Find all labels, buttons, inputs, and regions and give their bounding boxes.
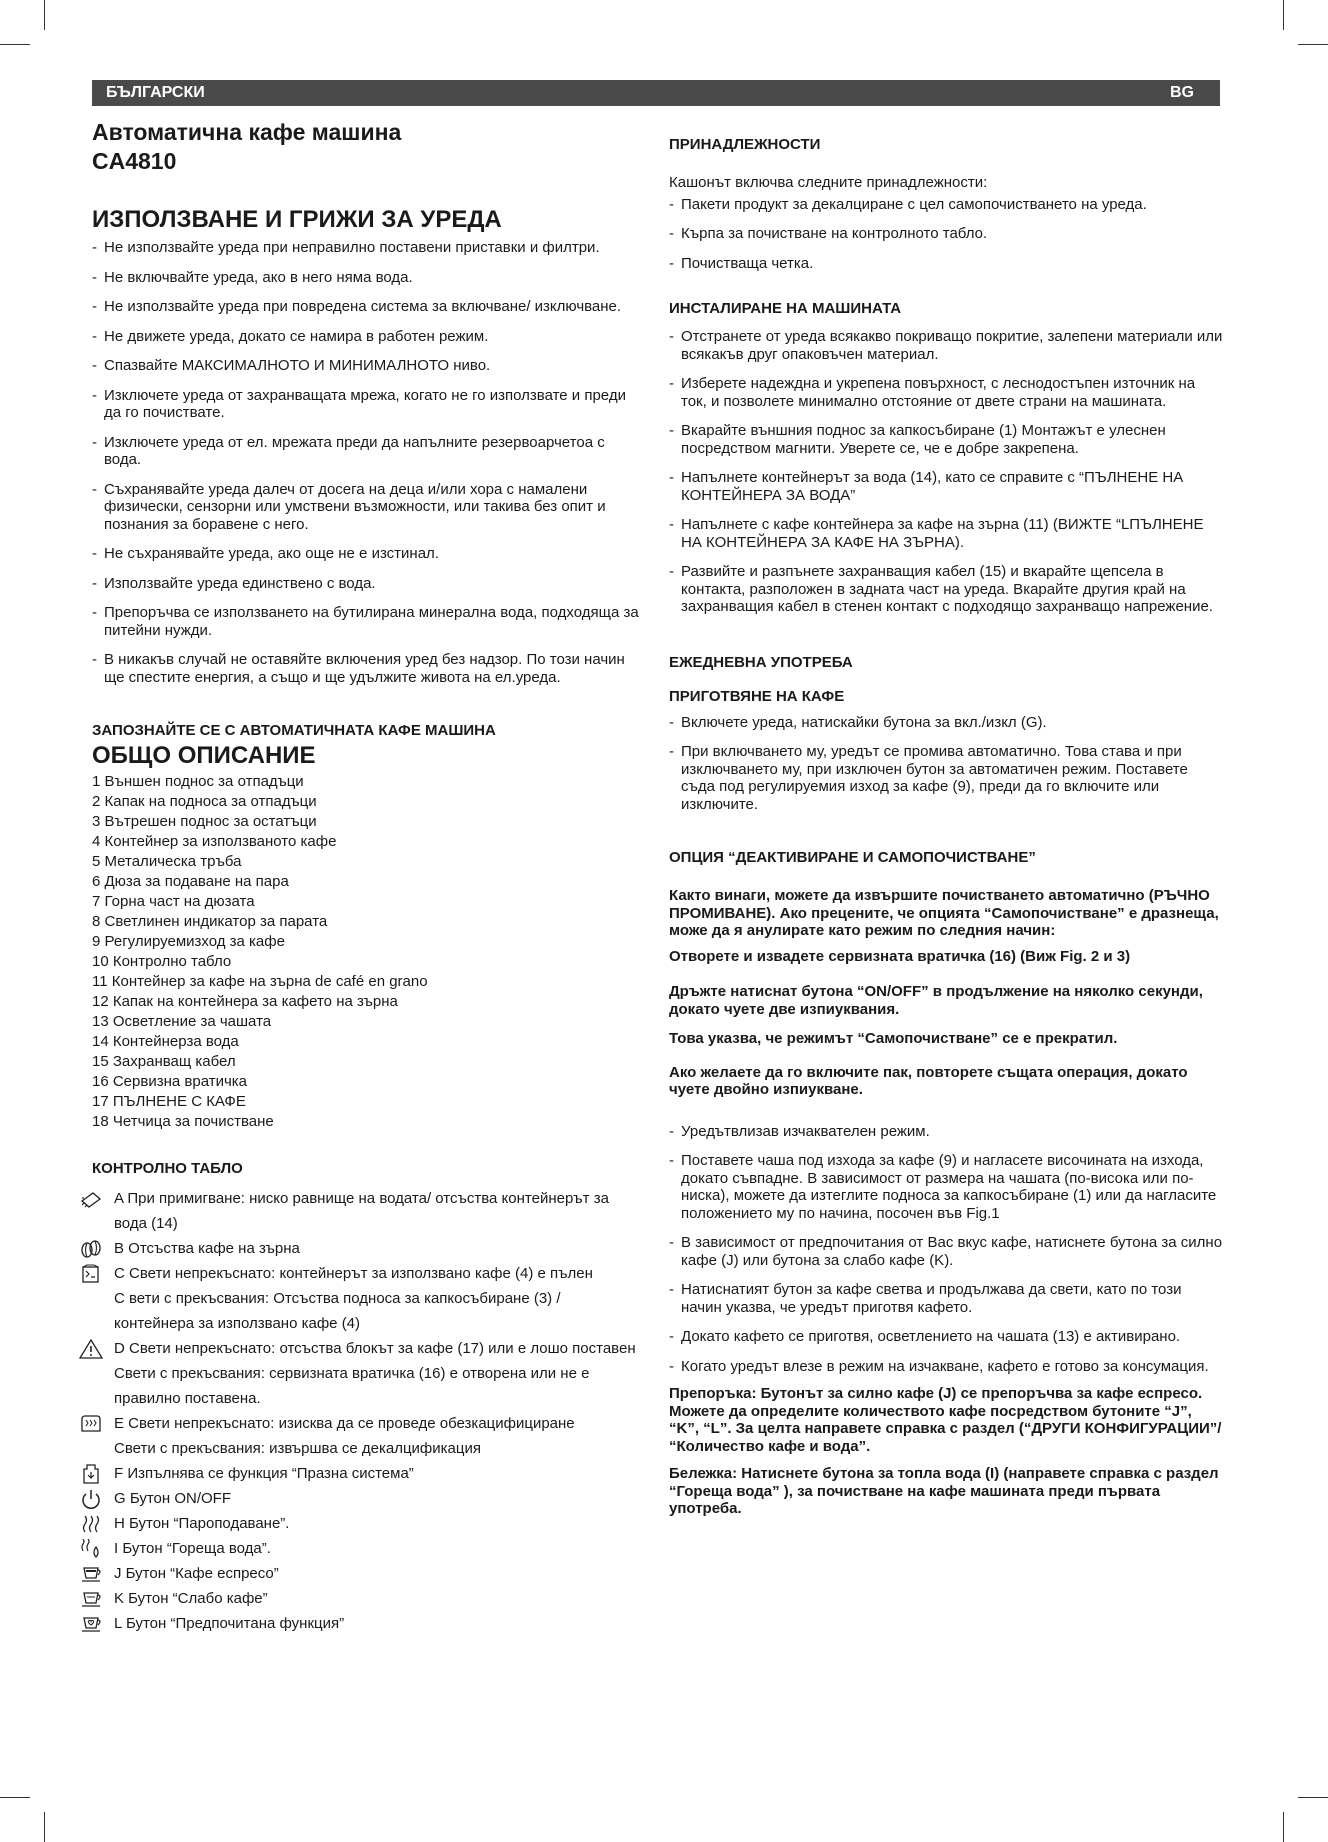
- list-item: - Не съхранявайте уреда, ако още не е изстинал.: [92, 545, 642, 563]
- list-item: - Спазвайте МАКСИМАЛНОТО И МИНИМАЛНОТО ниво.: [92, 357, 642, 375]
- list-item: - Използвайте уреда единствено с вода.: [92, 575, 642, 593]
- control-item-c-text: C Свети непрекъснато: контейнерът за използвано кафе (4) е пълен: [114, 1265, 593, 1282]
- list-item: 12 Капак на контейнера за кафето на зърна: [92, 993, 398, 1010]
- list-item: - Изключете уреда от ел. мрежата преди да напълните резервоарчетоа с вода.: [92, 434, 642, 469]
- crop-mark: [44, 1812, 45, 1842]
- list-item: - В никакъв случай не оставяйте включения уред без надзор. По този начин ще спестите енергия, а също и ще удължите живота на ел.уреда.: [92, 651, 642, 686]
- descale-icon: [79, 1414, 103, 1434]
- crop-mark: [1298, 1797, 1328, 1798]
- right-column: [669, 136, 1224, 1518]
- crop-mark: [0, 1797, 30, 1798]
- coffee-bean-icon: [79, 1239, 103, 1259]
- control-item-b-text: B Отсъства кафе на зърна: [114, 1240, 300, 1257]
- list-item: - Докато кафето се приготвя, осветлението на чашата (13) е активирано.: [669, 1328, 1224, 1346]
- list-item: 16 Сервизна вратичка: [92, 1073, 248, 1090]
- list-item: - Не използвайте уреда при неправилно поставени приставки и филтри.: [92, 239, 642, 257]
- control-item-l-text: L Бутон “Предпочитана функция”: [114, 1615, 345, 1632]
- list-item: - Когато уредът влезе в режим на изчакване, кафето е готово за консумация.: [669, 1358, 1224, 1376]
- control-item-j: [92, 1561, 642, 1586]
- language-code: BG: [1170, 84, 1194, 101]
- control-item-k: [92, 1586, 642, 1611]
- grounds-container-icon: [79, 1264, 103, 1284]
- overview-heading: ОБЩО ОПИСАНИЕ: [92, 742, 316, 769]
- espresso-cup-icon: [79, 1564, 103, 1584]
- control-item-g-text: G Бутон ON/OFF: [114, 1490, 232, 1507]
- control-item-h: [92, 1511, 642, 1536]
- list-item: 8 Светлинен индикатор за парата: [92, 913, 328, 930]
- list-item: 4 Контейнер за използваното кафе: [92, 833, 337, 850]
- control-item-e-text: E Свети непрекъснато: изисква да се проведе обезкацифициране: [114, 1415, 575, 1432]
- list-item: - Препоръчва се използването на бутилирана минерална вода, подходяща за питейни нужди.: [92, 604, 642, 639]
- list-item: - Включете уреда, натискайки бутона за вкл./изкл (G).: [669, 714, 1224, 732]
- daily-heading: ЕЖЕДНЕВНА УПОТРЕБА: [669, 653, 853, 671]
- control-item-c: [92, 1261, 642, 1286]
- control-panel-heading: КОНТРОЛНО ТАБЛО: [92, 1160, 243, 1177]
- power-icon: [79, 1489, 103, 1509]
- control-item-i: [92, 1536, 642, 1561]
- list-item: - Уредътвлизав изчаквателен режим.: [669, 1123, 1224, 1141]
- list-item: - Отстранете от уреда всякакво покриващо покритие, залепени материали или всякакъв друг опаковъчен материал.: [669, 328, 1224, 363]
- control-item-f-text: F Изпълнява се функция “Празна система”: [114, 1465, 414, 1482]
- water-tank-icon: [79, 1189, 103, 1209]
- crop-mark: [1283, 1812, 1284, 1842]
- control-item-d-sub: Свети с прекъсвания: сервизната вратичка (16) е отворена или не е правилно поставена.: [114, 1365, 590, 1407]
- hot-water-icon: [79, 1539, 103, 1559]
- list-item: 3 Вътрешен поднос за остатъци: [92, 813, 317, 830]
- control-item-d: [92, 1336, 642, 1361]
- list-item: 11 Контейнер за кафе на зърна de café en grano: [92, 973, 428, 990]
- list-item: 14 Контейнерза вода: [92, 1033, 239, 1050]
- list-item: - Не движете уреда, докато се намира в работен режим.: [92, 328, 642, 346]
- control-item-e-sub: Свети с прекъсвания: извършва се декалцификация: [114, 1440, 481, 1457]
- steam-icon: [79, 1514, 103, 1534]
- empty-system-icon: [79, 1464, 103, 1484]
- daily-list: [669, 714, 1224, 814]
- option-paragraph-1: Както винаги, можете да извършите почистването автоматично (РЪЧНО ПРОМИВАНЕ). Ако прецените, че опцията “Самопочистване” е дразнеща, може да я анулирате като режим по следния начин:: [669, 887, 1219, 939]
- list-item: - Изключете уреда от захранващата мрежа, когато не го използвате и преди да го почиствате.: [92, 387, 642, 422]
- list-item: 10 Контролно табло: [92, 953, 232, 970]
- list-item: 15 Захранващ кабел: [92, 1053, 236, 1070]
- list-item: - При включването му, уредът се промива автоматично. Това става и при изключването му, при изключен бутон за автоматичен режим. Поставете съда под регулируемия изход за кафе (9), преди да го включите или изключите.: [669, 743, 1224, 813]
- first-use-note: Бележка: Натиснете бутона за топла вода (I) (направете справка с раздел “Гореща вода” ), за почистване на кафе машината преди първата употреба.: [669, 1465, 1219, 1517]
- list-item: 18 Четчица за почистване: [92, 1113, 274, 1130]
- crop-mark: [0, 44, 30, 45]
- control-item-c-sub: С вети с прекъсвания: Отсъства подноса за капкосъбиране (3) / контейнера за използвано кафе (4): [114, 1290, 561, 1332]
- list-item: - Напълнете контейнерът за вода (14), като се справите с “ПЪЛНЕНЕ НА КОНТЕЙНЕРА ЗА ВОДА”: [669, 469, 1224, 504]
- accessories-intro: Кашонът включва следните принадлежности:: [669, 174, 988, 191]
- list-item: - Пакети продукт за декалциране с цел самопочистването на уреда.: [669, 196, 1224, 214]
- list-item: 6 Дюза за подаване на пара: [92, 873, 289, 890]
- option-paragraph-3: Дръжте натиснат бутона “ON/OFF” в продължение на няколко секунди, докато чуете две изпиуквания.: [669, 983, 1203, 1018]
- control-item-j-text: J Бутон “Кафе еспресо”: [114, 1565, 279, 1582]
- daily-subheading: ПРИГОТВЯНЕ НА КАФЕ: [669, 687, 845, 705]
- list-item: - Развийте и разпънете захранващия кабел (15) и вкарайте щепсела в контакта, разположен в задната част на уреда. Вкарайте другия край на захранващия кабел в стенен контакт с подходящо захранващо напрежение.: [669, 563, 1224, 616]
- usage-heading: ИЗПОЛЗВАНЕ И ГРИЖИ ЗА УРЕДА: [92, 206, 502, 233]
- control-item-f: [92, 1461, 642, 1486]
- mild-coffee-cup-icon: [79, 1589, 103, 1609]
- crop-mark: [44, 0, 45, 30]
- title-line-2: CA4810: [92, 148, 177, 174]
- option-paragraph-5: Ако желаете да го включите пак, повторете същата операция, докато чуете двойно изпиукване.: [669, 1063, 1188, 1098]
- install-list: [669, 328, 1224, 616]
- install-heading: ИНСТАЛИРАНЕ НА МАШИНАТА: [669, 300, 902, 317]
- control-item-a-text: A При примигване: ниско равнище на водата/ отсъства контейнерът за вода (14): [114, 1190, 609, 1232]
- language-header-bar: [92, 80, 1220, 106]
- warning-icon: [79, 1339, 103, 1359]
- control-item-e: [92, 1411, 642, 1436]
- accessories-heading: ПРИНАДЛЕЖНОСТИ: [669, 136, 821, 153]
- list-item: 2 Капак на подноса за отпадъци: [92, 793, 317, 810]
- list-item: - Кърпа за почистване на контролното табло.: [669, 225, 1224, 243]
- control-item-a: [92, 1186, 642, 1236]
- list-item: - Изберете надеждна и укрепена повърхност, с леснодостъпен източник на ток, и позволете минимално отстояние от двете страни на машината.: [669, 375, 1224, 410]
- language-label: БЪЛГАРСКИ: [106, 84, 205, 101]
- accessories-list: [669, 196, 1224, 273]
- page-title: [92, 118, 642, 176]
- list-item: - Поставете чаша под изхода за кафе (9) и нагласете височината на изхода, докато съвпадне. В зависимост от размера на чашата (по-висока или по-ниска), можете да изтеглите подноса за капкосъбиране (1) или да нагласите положението му по начина, посочен във Fig.1: [669, 1152, 1224, 1222]
- list-item: - Не използвайте уреда при повредена система за включване/ изключване.: [92, 298, 642, 316]
- list-item: 7 Горна част на дюзата: [92, 893, 255, 910]
- option-paragraph-4: Това указва, че режимът “Самопочистване” се е прекратил.: [669, 1030, 1118, 1047]
- list-item: 13 Осветление за чашата: [92, 1013, 272, 1030]
- control-panel-list: [92, 1186, 642, 1636]
- process-list: [669, 1123, 1224, 1376]
- usage-list: [92, 239, 642, 686]
- list-item: 1 Външен поднос за отпадъци: [92, 773, 304, 790]
- title-line-1: Автоматична кафе машина: [92, 119, 402, 145]
- list-item: - Почистваща четка.: [669, 255, 1224, 273]
- control-item-h-text: H Бутон “Пароподаване”.: [114, 1515, 290, 1532]
- recommendation-note: Препоръка: Бутонът за силно кафе (J) се препоръчва за кафе еспресо. Можете да определите количеството кафе посредством бутоните “J”, “K”, “L”. За целта направете справка с раздел (“ДРУГИ КОНФИГУРАЦИИ”/ “Количество кафе и вода”.: [669, 1385, 1222, 1455]
- control-item-d-text: D Свети непрекъснато: отсъства блокът за кафе (17) или е лошо поставен: [114, 1340, 636, 1357]
- crop-mark: [1298, 44, 1328, 45]
- list-item: - В зависимост от предпочитания от Вас вкус кафе, натиснете бутона за силно кафе (J) или бутона за слабо кафе (K).: [669, 1234, 1224, 1269]
- option-paragraph-2: Отворете и извадете сервизната вратичка (16) (Виж Fig. 2 и 3): [669, 947, 1131, 965]
- control-item-b: [92, 1236, 642, 1261]
- control-item-i-text: I Бутон “Гореща вода”.: [114, 1540, 271, 1557]
- favorite-cup-icon: [79, 1614, 103, 1634]
- crop-mark: [1283, 0, 1284, 30]
- list-item: - Вкарайте външния поднос за капкосъбиране (1) Монтажът е улеснен посредством магнити. Уверете се, че е добре закрепена.: [669, 422, 1224, 457]
- list-item: - Съхранявайте уреда далеч от досега на деца и/или хора с намалени физически, сензорни или умствени възможности, или такива без опит и познания за боравене с него.: [92, 481, 642, 534]
- list-item: - Напълнете с кафе контейнера за кафе на зърна (11) (ВИЖТЕ “LПЪЛНЕНЕ НА КОНТЕЙНЕРА ЗА КАФЕ НА ЗЪРНА).: [669, 516, 1224, 551]
- overview-subheading: ЗАПОЗНАЙТЕ СЕ С АВТОМАТИЧНАТА КАФЕ МАШИНА: [92, 722, 496, 739]
- list-item: 17 ПЪЛНЕНЕ С КАФЕ: [92, 1093, 246, 1110]
- option-heading: ОПЦИЯ “ДЕАКТИВИРАНЕ И САМОПОЧИСТВАНЕ”: [669, 849, 1036, 866]
- list-item: 9 Регулируемизход за кафе: [92, 933, 285, 950]
- control-item-l: [92, 1611, 642, 1636]
- control-item-g: [92, 1486, 642, 1511]
- left-column: [92, 118, 642, 1636]
- list-item: - Не включвайте уреда, ако в него няма вода.: [92, 269, 642, 287]
- parts-list: [92, 772, 642, 1132]
- control-item-k-text: K Бутон “Слабо кафе”: [114, 1590, 268, 1607]
- list-item: - Натиснатият бутон за кафе светва и продължава да свети, като по този начин указва, че уредът приготвя кафето.: [669, 1281, 1224, 1316]
- list-item: 5 Металическа тръба: [92, 853, 242, 870]
